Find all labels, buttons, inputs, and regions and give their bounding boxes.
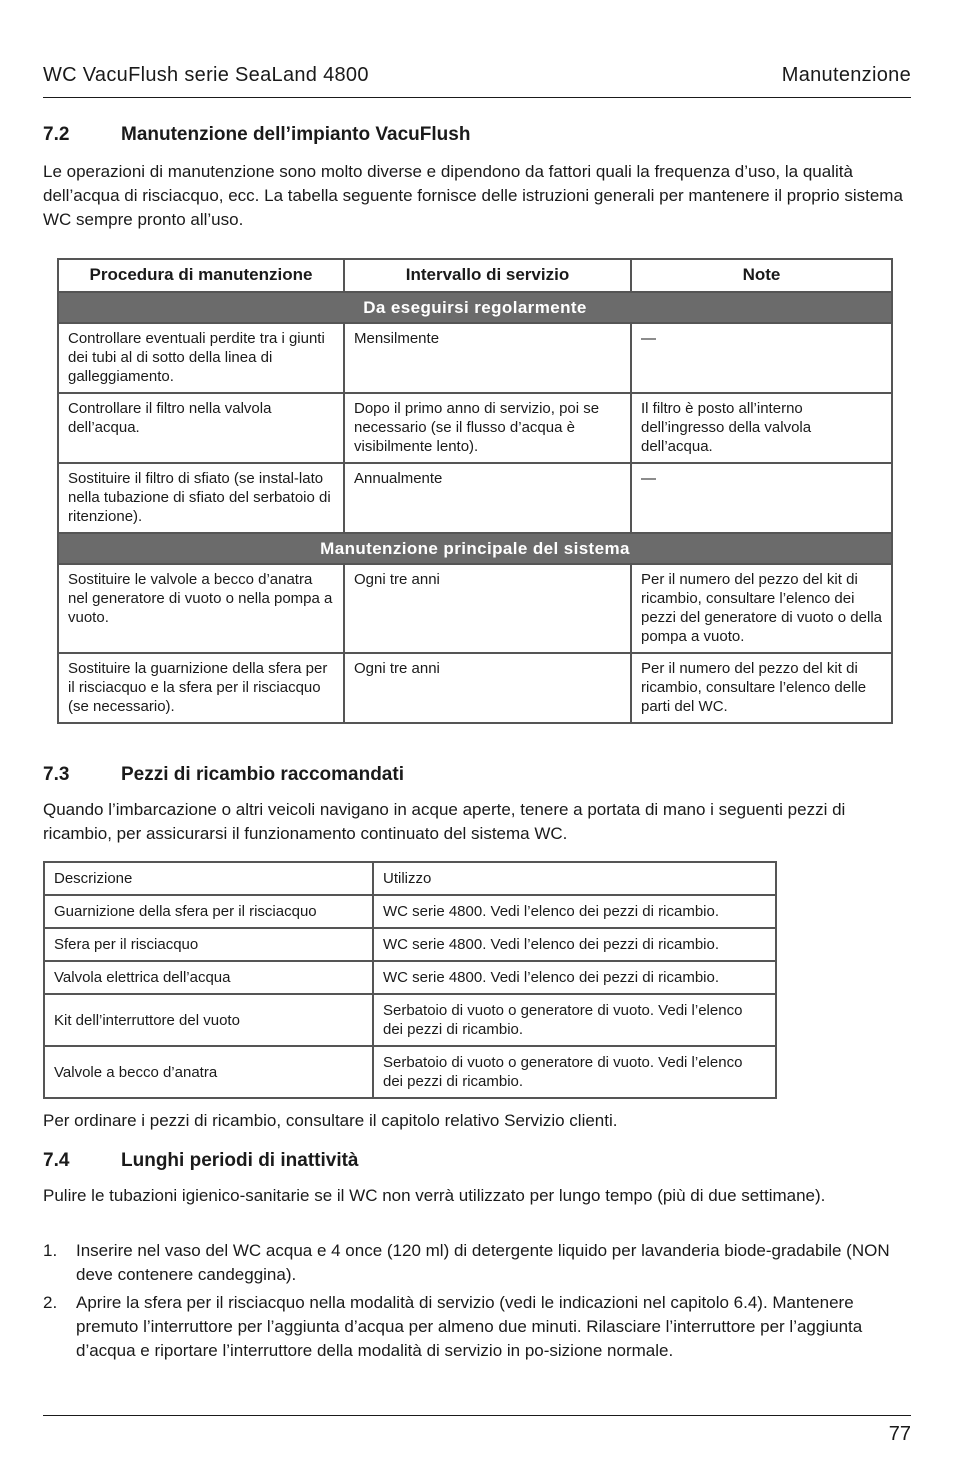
part-usage: Serbatoio di vuoto o generatore di vuoto. Vedi l’elenco dei pezzi di ricambio. [373,1046,776,1098]
document-title: WC VacuFlush serie SeaLand 4800 [43,64,369,86]
procedure-cell: Sostituire la guarnizione della sfera per il risciacquo e la sfera per il risciacquo (se necessario). [58,653,344,723]
procedure-cell: Sostituire il filtro di sfiato (se instal-lato nella tubazione di sfiato del serbatoio di ritenzione). [58,463,344,533]
procedure-cell: Controllare il filtro nella valvola dell’acqua. [58,393,344,463]
group-band [58,292,892,323]
section-title: Pezzi di ricambio raccomandati [121,764,404,785]
part-description: Guarnizione della sfera per il risciacquo [44,895,373,928]
interval-cell: Ogni tre anni [344,653,631,723]
step-number: 1. [43,1241,58,1260]
section-number: 7.3 [43,764,70,785]
procedure-steps [43,1239,911,1367]
step-text: Inserire nel vaso del WC acqua e 4 once (120 ml) di detergente liquido per lavanderia biode-gradabile (NON deve contenere candeggina). [76,1241,890,1284]
column-header: Utilizzo [373,862,776,895]
procedure-cell: Sostituire le valvole a becco d’anatra nel generatore di vuoto o nella pompa a vuoto. [58,564,344,653]
section-7-3-heading [43,764,404,786]
section-7-2-intro: Le operazioni di manutenzione sono molto diverse e dipendono da fattori quali la frequenza d’uso, la qualità dell’acqua di risciacquo, ecc. La tabella seguente fornisce delle istruzioni generali per mantenere il proprio sistema WC sempre pronto all’uso. [43,162,903,229]
section-7-3-intro: Quando l’imbarcazione o altri veicoli navigano in acque aperte, tenere a portata di mano i seguenti pezzi di ricambio, per assicurarsi il funzionamento continuato del sistema WC. [43,800,846,843]
note-cell: Per il numero del pezzo del kit di ricambio, consultare l’elenco dei pezzi del generatore di vuoto o della pompa a vuoto. [631,564,892,653]
maintenance-table-header [58,259,892,292]
procedure-cell: Controllare eventuali perdite tra i giunti dei tubi al di sotto della linea di galleggiamento. [58,323,344,393]
table-row [58,653,892,723]
interval-cell: Ogni tre anni [344,564,631,653]
note-cell: Il filtro è posto all’interno dell’ingresso della valvola dell’acqua. [631,393,892,463]
interval-cell: Dopo il primo anno di servizio, poi se necessario (se il flusso d’acqua è visibilmente lento). [344,393,631,463]
column-header: Descrizione [44,862,373,895]
table-row [44,895,776,928]
table-row [44,928,776,961]
table-row [58,564,892,653]
page-header [43,62,911,98]
table-row [58,323,892,393]
list-item [43,1291,911,1363]
step-text: Aprire la sfera per il risciacquo nella modalità di servizio (vedi le indicazioni nel capitolo 6.4). Mantenere premuto l’interruttore per l’aggiunta d’acqua per almeno due minuti. Rilasciare l’interruttore per l’aggiunta d’acqua e riportare l’interruttore della modalità di servizio in po-sizione normale. [76,1293,863,1360]
section-7-2-heading [43,124,470,146]
interval-cell: Annualmente [344,463,631,533]
section-number: 7.2 [43,124,70,145]
column-header: Procedura di manutenzione [58,259,344,292]
column-header: Intervallo di servizio [344,259,631,292]
maintenance-table [57,258,893,724]
section-7-4-intro: Pulire le tubazioni igienico-sanitarie se il WC non verrà utilizzato per lungo tempo (più di due settimane). [43,1186,826,1205]
table-row [58,463,892,533]
note-cell: Per il numero del pezzo del kit di ricambio, consultare l’elenco delle parti del WC. [631,653,892,723]
part-usage: WC serie 4800. Vedi l’elenco dei pezzi di ricambio. [373,961,776,994]
part-description: Valvola elettrica dell’acqua [44,961,373,994]
part-usage: WC serie 4800. Vedi l’elenco dei pezzi di ricambio. [373,928,776,961]
note-cell: — [631,323,892,393]
interval-cell: Mensilmente [344,323,631,393]
spare-parts-header [44,862,776,895]
chapter-title: Manutenzione [781,64,911,86]
part-usage: WC serie 4800. Vedi l’elenco dei pezzi di ricambio. [373,895,776,928]
section-title: Lunghi periodi di inattività [121,1150,359,1171]
section-7-4-heading [43,1150,359,1172]
part-description: Sfera per il risciacquo [44,928,373,961]
note-cell: — [631,463,892,533]
section-title: Manutenzione dell’impianto VacuFlush [121,124,471,145]
group-title: Da eseguirsi regolarmente [58,292,892,323]
group-title: Manutenzione principale del sistema [58,533,892,564]
table-row [44,961,776,994]
table-row [44,1046,776,1098]
spare-parts-table [43,861,777,1099]
section-number: 7.4 [43,1150,70,1171]
step-number: 2. [43,1293,58,1312]
table-row [58,393,892,463]
column-header: Note [631,259,892,292]
list-item [43,1239,911,1287]
part-usage: Serbatoio di vuoto o generatore di vuoto. Vedi l’elenco dei pezzi di ricambio. [373,994,776,1046]
part-description: Kit dell’interruttore del vuoto [44,994,373,1046]
spare-parts-order-note: Per ordinare i pezzi di ricambio, consultare il capitolo relativo Servizio clienti. [43,1111,618,1130]
table-row [44,994,776,1046]
group-band [58,533,892,564]
page-number: 77 [888,1423,911,1445]
page-footer [43,1415,911,1445]
part-description: Valvole a becco d’anatra [44,1046,373,1098]
